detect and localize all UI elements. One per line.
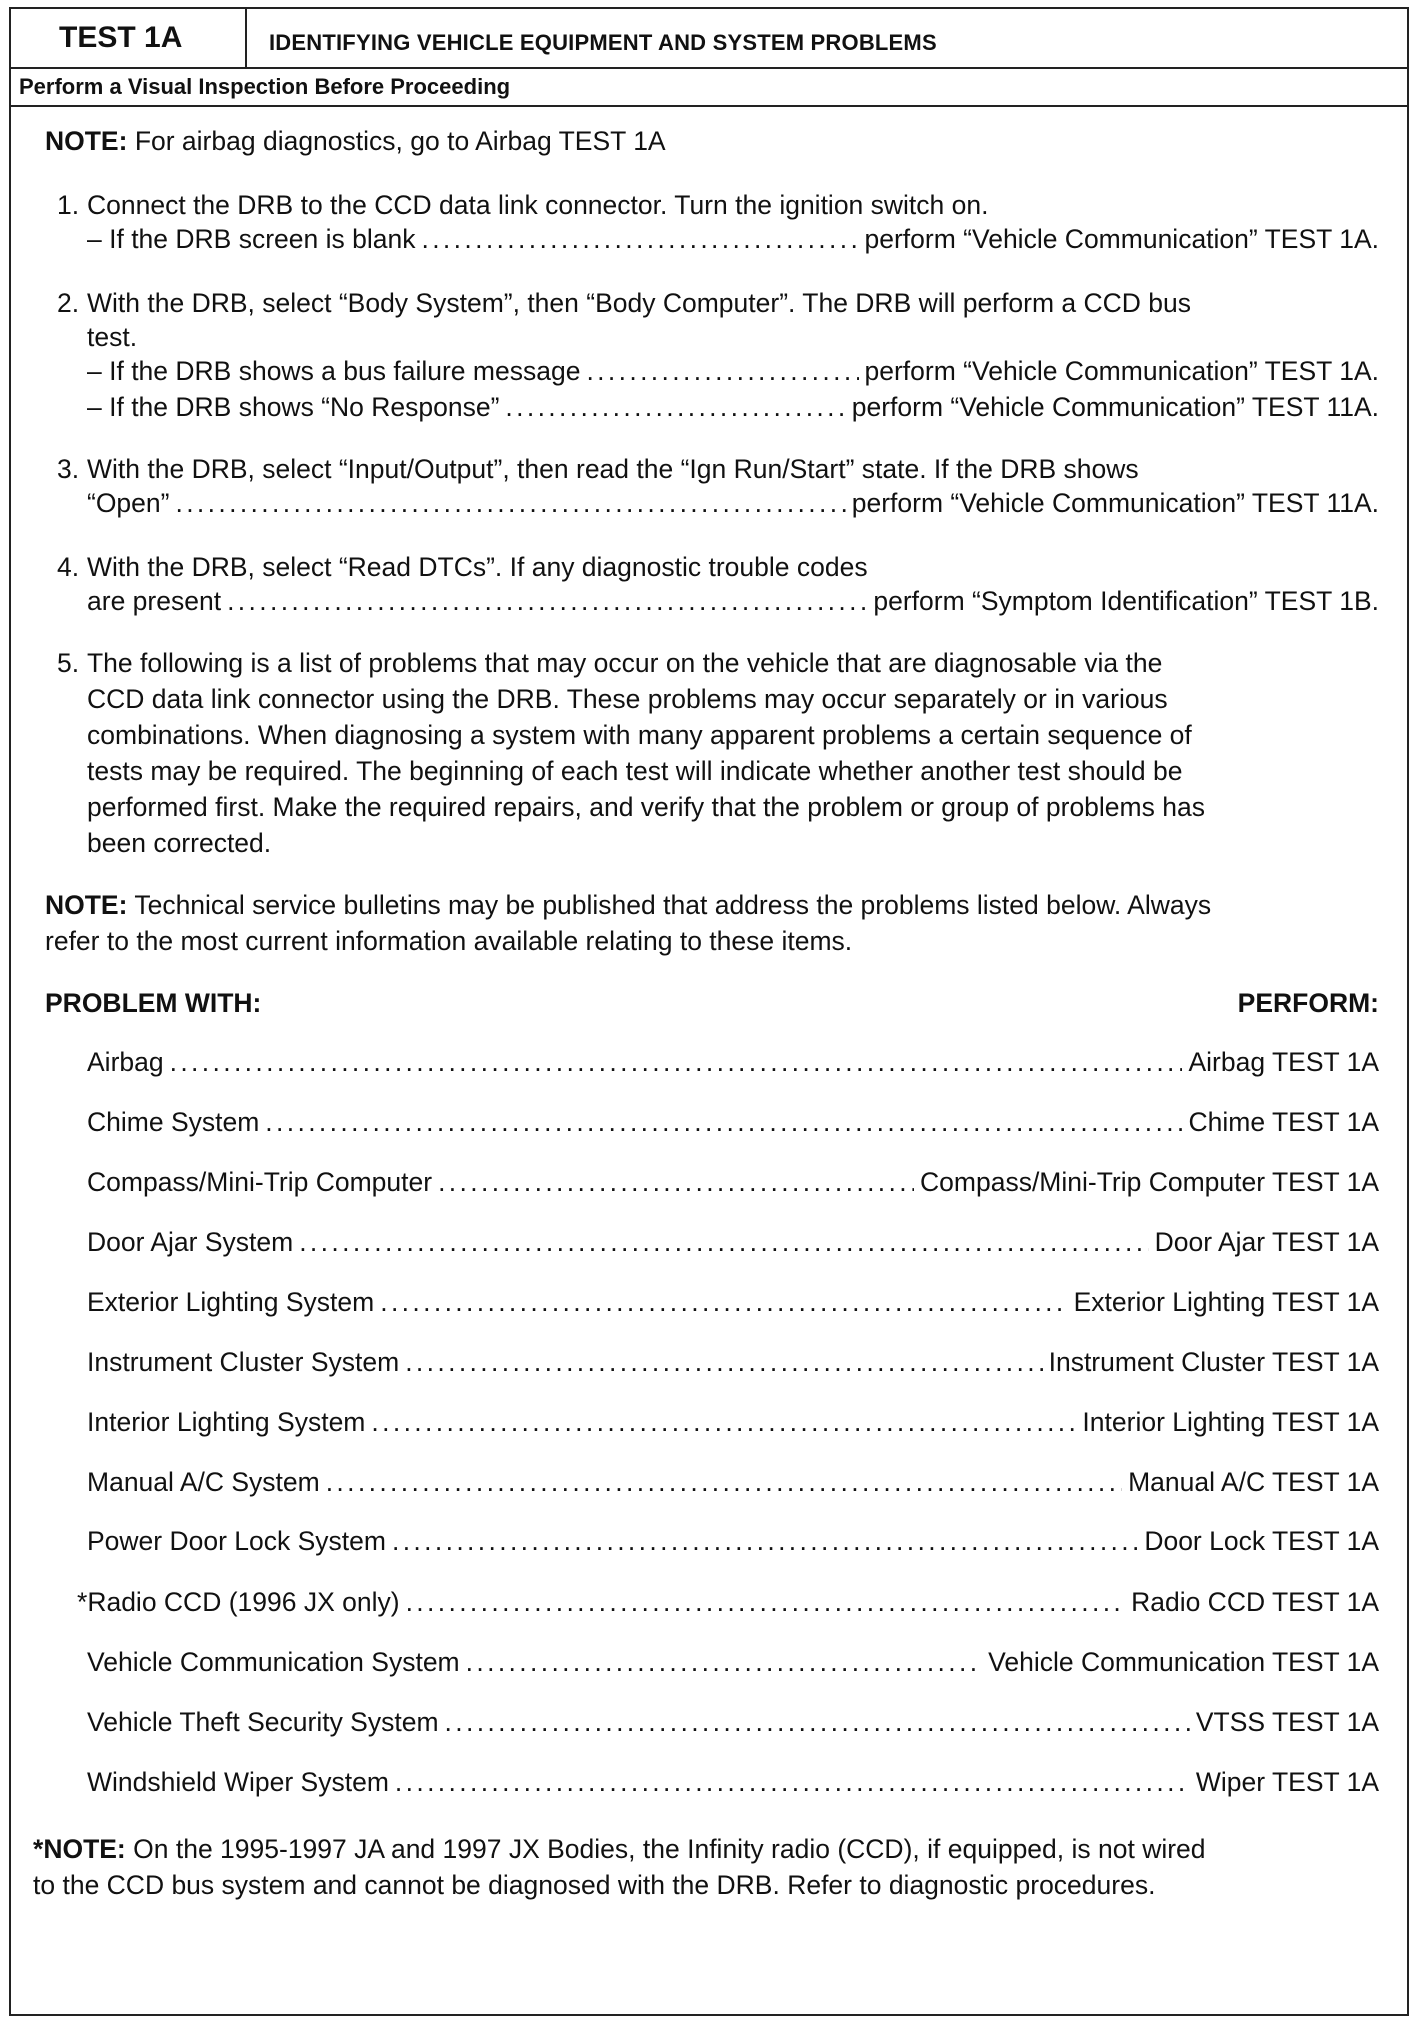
table-row: [87, 1404, 1379, 1440]
step-text: CCD data link connector using the DRB. These problems may occur separately or in various: [87, 684, 1168, 714]
problem: *Radio CCD (1996 JX only): [77, 1587, 400, 1617]
dot-leader: [395, 1764, 1190, 1800]
dot-leader: [466, 1644, 983, 1680]
problem: Airbag: [87, 1047, 164, 1077]
step-text: With the DRB, select “Body System”, then “Body Computer”. The DRB will perform a CCD bus: [87, 288, 1192, 318]
note-text: On the 1995-1997 JA and 1997 JX Bodies, the Infinity radio (CCD), if equipped, is not wired: [133, 1834, 1206, 1864]
step-text: combinations. When diagnosing a system with many apparent problems a certain sequence of: [87, 720, 1192, 750]
perform: Manual A/C TEST 1A: [1128, 1467, 1379, 1497]
problem: Instrument Cluster System: [87, 1347, 400, 1377]
step-text: Connect the DRB to the CCD data link connector. Turn the ignition switch on.: [87, 190, 989, 220]
step-branch: [87, 485, 1379, 521]
problem: Manual A/C System: [87, 1467, 320, 1497]
note-label: *NOTE:: [33, 1834, 126, 1864]
perform: Door Lock TEST 1A: [1144, 1526, 1379, 1556]
perform: Airbag TEST 1A: [1188, 1047, 1379, 1077]
table-row: [87, 1464, 1379, 1500]
branch-action: perform “Vehicle Communication” TEST 1A.: [864, 224, 1379, 254]
table-row: [87, 1764, 1379, 1800]
problem: Vehicle Theft Security System: [87, 1707, 439, 1737]
perform: Instrument Cluster TEST 1A: [1048, 1347, 1379, 1377]
branch-condition: – If the DRB shows a bus failure message: [87, 356, 581, 386]
test-id: TEST 1A: [11, 9, 247, 67]
dot-leader: [586, 353, 858, 389]
perform: VTSS TEST 1A: [1195, 1707, 1379, 1737]
dot-leader: [505, 389, 845, 425]
step-number: 2.: [57, 288, 80, 318]
page-title: IDENTIFYING VEHICLE EQUIPMENT AND SYSTEM PROBLEMS: [269, 30, 937, 55]
step-text: tests may be required. The beginning of each test will indicate whether another test should be: [87, 756, 1183, 786]
table-row: [87, 1344, 1379, 1380]
perform: Chime TEST 1A: [1188, 1107, 1379, 1137]
step-text: The following is a list of problems that may occur on the vehicle that are diagnosable via the: [87, 648, 1163, 678]
dot-leader: [405, 1344, 1042, 1380]
note-bottom: [33, 1831, 1206, 1867]
dot-leader: [438, 1164, 914, 1200]
perform: Door Ajar TEST 1A: [1154, 1227, 1379, 1257]
problem: Interior Lighting System: [87, 1407, 366, 1437]
perform: Compass/Mini-Trip Computer TEST 1A: [920, 1167, 1379, 1197]
dot-leader: [445, 1704, 1190, 1740]
table-row: [87, 1704, 1379, 1740]
header-bar: [11, 9, 1407, 69]
note-label: NOTE:: [45, 890, 128, 920]
dot-leader: [392, 1523, 1138, 1559]
step-branch: [87, 583, 1379, 619]
note-text: refer to the most current information available relating to these items.: [45, 926, 853, 956]
note-text: Technical service bulletins may be published that address the problems listed below. Always: [134, 890, 1212, 920]
perform: Exterior Lighting TEST 1A: [1073, 1287, 1379, 1317]
step-text: performed first. Make the required repairs, and verify that the problem or group of problems has: [87, 792, 1205, 822]
problem: Vehicle Communication System: [87, 1647, 460, 1677]
branch-action: perform “Vehicle Communication” TEST 1A.: [864, 356, 1379, 386]
problem: Chime System: [87, 1107, 260, 1137]
dot-leader: [326, 1464, 1122, 1500]
document-frame: [9, 7, 1409, 2016]
branch-action: perform “Vehicle Communication” TEST 11A.: [851, 488, 1379, 518]
note-text: For airbag diagnostics, go to Airbag TEST 1A: [134, 126, 666, 156]
step-text: test.: [87, 322, 138, 352]
table-row: [87, 1284, 1379, 1320]
perform: Interior Lighting TEST 1A: [1082, 1407, 1379, 1437]
problem: Windshield Wiper System: [87, 1767, 389, 1797]
note-top: [45, 123, 666, 159]
problem: Compass/Mini-Trip Computer: [87, 1167, 433, 1197]
dot-leader: [421, 221, 858, 257]
perform: Radio CCD TEST 1A: [1131, 1587, 1379, 1617]
dot-leader: [227, 583, 867, 619]
step-number: 5.: [57, 648, 80, 678]
step-number: 3.: [57, 454, 80, 484]
step-number: 4.: [57, 552, 80, 582]
table-row: [87, 1523, 1379, 1559]
step-text: been corrected.: [87, 828, 272, 858]
step-number: 1.: [57, 190, 80, 220]
problem: Exterior Lighting System: [87, 1287, 375, 1317]
table-row: [87, 1164, 1379, 1200]
step-text: With the DRB, select “Read DTCs”. If any diagnostic trouble codes: [87, 552, 868, 582]
dot-leader: [299, 1224, 1148, 1260]
table-row: [87, 1044, 1379, 1080]
branch-condition: – If the DRB shows “No Response”: [87, 392, 500, 422]
perform: Vehicle Communication TEST 1A: [988, 1647, 1379, 1677]
step-branch: [87, 389, 1379, 425]
branch-condition: – If the DRB screen is blank: [87, 224, 416, 254]
table-row: [87, 1224, 1379, 1260]
column-header-perform: PERFORM:: [1237, 988, 1379, 1018]
dot-leader: [406, 1584, 1126, 1620]
branch-action: perform “Symptom Identification” TEST 1B.: [873, 586, 1379, 616]
dot-leader: [371, 1404, 1076, 1440]
table-row: [87, 1104, 1379, 1140]
note-mid: [45, 887, 1211, 923]
column-header-problem: PROBLEM WITH:: [45, 988, 262, 1018]
perform: Wiper TEST 1A: [1195, 1767, 1379, 1797]
table-row: [87, 1644, 1379, 1680]
note-label: NOTE:: [45, 126, 128, 156]
step-branch: [87, 353, 1379, 389]
dot-leader: [265, 1104, 1182, 1140]
problem: Power Door Lock System: [87, 1526, 386, 1556]
step-branch: [87, 221, 1379, 257]
subtitle: Perform a Visual Inspection Before Proceeding: [11, 69, 1407, 107]
step-text: With the DRB, select “Input/Output”, then read the “Ign Run/Start” state. If the DRB shows: [87, 454, 1139, 484]
branch-condition: “Open”: [87, 488, 170, 518]
note-text: to the CCD bus system and cannot be diagnosed with the DRB. Refer to diagnostic procedures.: [33, 1870, 1156, 1900]
branch-condition: are present: [87, 586, 222, 616]
table-row: [77, 1584, 1379, 1620]
dot-leader: [175, 485, 845, 521]
dot-leader: [380, 1284, 1067, 1320]
problem: Door Ajar System: [87, 1227, 294, 1257]
dot-leader: [170, 1044, 1183, 1080]
branch-action: perform “Vehicle Communication” TEST 11A.: [851, 392, 1379, 422]
